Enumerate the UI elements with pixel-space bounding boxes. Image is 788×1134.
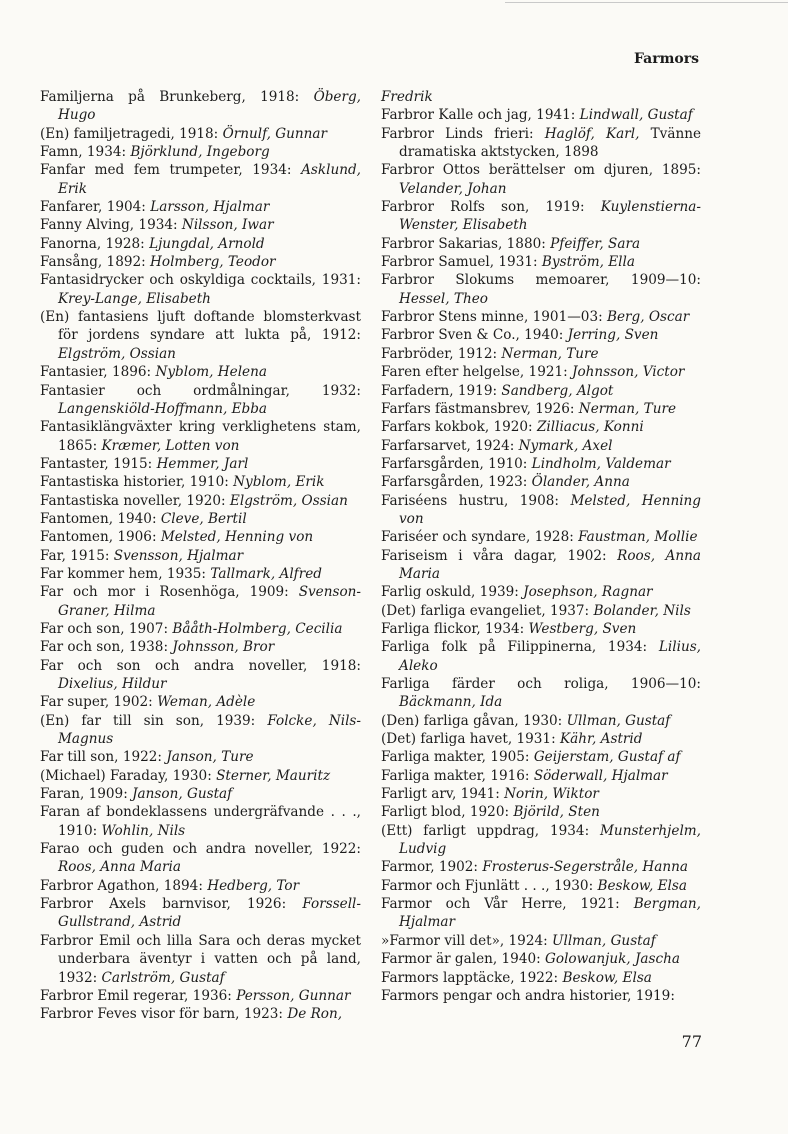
index-entry: [40, 803, 361, 840]
entry-title: Farbror Feves visor för barn, 1923:: [40, 1006, 288, 1023]
entry-title: Farliga folk på Filippinerna, 1934:: [381, 639, 659, 656]
index-entry: [40, 143, 361, 161]
entry-author: Zilliacus, Konni: [536, 419, 644, 436]
entry-author: Bergman, Hjalmar: [399, 896, 701, 931]
index-entry: [381, 326, 701, 344]
index-entry: [381, 345, 701, 363]
entry-author: Johnsson, Victor: [572, 364, 685, 381]
entry-author: Bolander, Nils: [593, 602, 691, 619]
entry-title: Farbröder, 1912:: [381, 345, 502, 362]
entry-title: Farligt blod, 1920:: [381, 804, 514, 821]
entry-title: Faran, 1909:: [40, 786, 133, 803]
index-entry: [40, 657, 361, 694]
index-entry: [381, 987, 701, 1005]
entry-author: Söderwall, Hjalmar: [533, 767, 668, 784]
index-entry: [40, 638, 361, 656]
index-entry: [381, 712, 701, 730]
index-entry: [40, 712, 361, 749]
index-entry: [40, 235, 361, 253]
entry-title: Far och son, 1938:: [40, 639, 173, 656]
entry-author: Nyblom, Erik: [233, 474, 325, 491]
top-rule: [505, 2, 788, 3]
left-column: [40, 88, 361, 1024]
entry-title: Farfarsgården, 1923:: [381, 474, 532, 491]
entry-author: Asklund, Erik: [58, 162, 361, 197]
index-entry: [381, 455, 701, 473]
entry-author: Nilsson, Iwar: [181, 217, 274, 234]
entry-author: Öberg, Hugo: [58, 89, 361, 124]
entry-title: Famn, 1934:: [40, 144, 131, 161]
entry-title: Farligt arv, 1941:: [381, 786, 505, 803]
index-entry: [381, 271, 701, 308]
entry-author: Nerman, Ture: [578, 400, 676, 417]
entry-title: Fanorna, 1928:: [40, 235, 150, 252]
index-entry: [40, 528, 361, 546]
entry-title: Fantomen, 1906:: [40, 529, 161, 546]
entry-title: Faran af bondeklassens undergräfvande . . ., 1910:: [40, 804, 361, 839]
entry-author: Roos, Anna Maria: [58, 859, 181, 876]
entry-title: Fanfar med fem trumpeter, 1934:: [40, 162, 302, 179]
entry-title: Farbror Rolfs son, 1919:: [381, 199, 601, 216]
entry-title-cont: Tvänne dramatiska aktstycken, 1898: [399, 125, 701, 161]
index-entry: [381, 895, 701, 932]
index-entry: [381, 235, 701, 253]
entry-author: Sterner, Mauritz: [216, 767, 331, 784]
index-entry: [40, 987, 361, 1005]
entry-author: Cleve, Bertil: [160, 510, 247, 527]
entry-author: Larsson, Hjalmar: [150, 199, 270, 216]
entry-author: Geijerstam, Gustaf af: [533, 749, 681, 766]
entry-title: Farbror Linds frieri:: [381, 125, 545, 142]
entry-author: Hessel, Theo: [399, 290, 488, 307]
entry-title: Farmors lapptäcke, 1922:: [381, 969, 563, 986]
entry-author: Ullman, Gustaf: [566, 712, 671, 729]
index-entry: [381, 583, 701, 601]
entry-title: Fantaster, 1915:: [40, 455, 157, 472]
entry-author: Tallmark, Alfred: [210, 565, 322, 582]
index-entry: [381, 418, 701, 436]
entry-author: Ullman, Gustaf: [552, 932, 656, 949]
index-entry: [381, 675, 701, 712]
entry-title: Familjerna på Brunkeberg, 1918:: [40, 89, 314, 105]
entry-title: Farmor och Fjunlätt . . ., 1930:: [381, 877, 598, 894]
index-entry: [40, 125, 361, 143]
index-entry: [40, 840, 361, 877]
index-entry: [381, 106, 701, 124]
entry-author: Kuylenstierna-Wenster, Elisabeth: [399, 199, 701, 234]
entry-title: Far och mor i Rosenhöga, 1909:: [40, 584, 299, 601]
entry-author: Carlström, Gustaf: [101, 969, 225, 986]
index-entry: [40, 565, 361, 583]
entry-author: Faustman, Mollie: [578, 529, 698, 546]
entry-title: Farbror Kalle och jag, 1941:: [381, 107, 580, 124]
index-entry: [381, 858, 701, 876]
index-entry: [40, 216, 361, 234]
index-entry: [381, 473, 701, 491]
index-entry: [381, 125, 701, 162]
index-entry: [40, 748, 361, 766]
index-entry: [381, 803, 701, 821]
entry-author: Wohlin, Nils: [101, 822, 186, 839]
entry-author: Hedberg, Tor: [207, 877, 300, 894]
index-entry: [40, 455, 361, 473]
entry-title: Fantasier och ordmålningar, 1932:: [40, 382, 361, 399]
index-entry: [381, 785, 701, 803]
index-entry: [381, 437, 701, 455]
entry-author: Munsterhjelm, Ludvig: [399, 822, 701, 858]
entry-title: Fantasidrycker och oskyldiga cocktails, 1931:: [40, 272, 361, 289]
entry-author: Dixelius, Hildur: [58, 676, 167, 692]
entry-author: Janson, Ture: [166, 749, 254, 766]
entry-author: Björild, Sten: [513, 804, 600, 821]
index-entry: [40, 382, 361, 419]
entry-title: (En) familjetragedi, 1918:: [40, 125, 223, 142]
entry-title: Farfars kokbok, 1920:: [381, 419, 537, 436]
entry-title: Fanny Alving, 1934:: [40, 217, 182, 234]
index-entry: [40, 785, 361, 803]
index-entry: [40, 473, 361, 491]
index-entry: [40, 418, 361, 455]
index-entry: [40, 253, 361, 271]
entry-author: Lilius, Aleko: [399, 639, 701, 674]
entry-author: Melsted, Henning von: [160, 529, 314, 546]
index-entry: [381, 638, 701, 675]
entry-title: Farbror Slokums memoarer, 1909—10:: [381, 272, 701, 289]
index-entry: [40, 877, 361, 895]
index-entry: [40, 583, 361, 620]
entry-title: Farfadern, 1919:: [381, 382, 502, 399]
entry-title: (En) fantasiens ljuft doftande blomsterkvast för jordens syndare att lukta på, 1912:: [40, 309, 361, 344]
entry-author: Elgström, Ossian: [58, 345, 176, 362]
entry-author: Janson, Gustaf: [132, 786, 233, 803]
entry-title: Fantasier, 1896:: [40, 364, 156, 381]
index-entry: [40, 492, 361, 510]
entry-title: Fariséens hustru, 1908:: [381, 492, 571, 509]
entry-title: (Den) farliga gåvan, 1930:: [381, 712, 567, 729]
index-entry: [381, 400, 701, 418]
entry-author: Frosterus-Segerstråle, Hanna: [482, 859, 688, 876]
entry-title: Farliga färder och roliga, 1906—10:: [381, 676, 701, 692]
index-entry: [40, 767, 361, 785]
entry-title: Far, 1915:: [40, 547, 114, 564]
index-entry: [381, 877, 701, 895]
entry-author: Folcke, Nils-Magnus: [58, 712, 361, 748]
index-entry: [381, 88, 701, 106]
entry-author: Johnsson, Bror: [172, 639, 275, 656]
entry-title: Farbror Agathon, 1894:: [40, 877, 208, 894]
index-entry: [40, 693, 361, 711]
entry-title: Farbror Sven & Co., 1940:: [381, 327, 568, 344]
entry-author: Holmberg, Teodor: [150, 254, 276, 271]
running-header: Farmors: [633, 51, 699, 67]
entry-title: Farmors pengar och andra historier, 1919:: [381, 987, 675, 1004]
index-entry: [40, 161, 361, 198]
index-entry: [381, 730, 701, 748]
entry-title: (En) far till sin son, 1939:: [40, 712, 268, 729]
index-entry: [40, 88, 361, 125]
entry-author: Byström, Ella: [541, 254, 635, 271]
entry-author: Norin, Wiktor: [504, 786, 599, 803]
entry-title: Fantastiska historier, 1910:: [40, 474, 234, 491]
entry-author: Örnulf, Gunnar: [222, 125, 328, 142]
entry-title: Fansång, 1892:: [40, 254, 151, 271]
entry-author: Lindholm, Valdemar: [531, 455, 671, 472]
entry-author: Bååth-Holmberg, Cecilia: [172, 620, 343, 637]
index-entry: [381, 363, 701, 381]
entry-title: Farbror Emil regerar, 1936:: [40, 987, 237, 1004]
entry-author: Björklund, Ingeborg: [130, 144, 270, 161]
entry-author: Pfeiffer, Sara: [550, 235, 641, 252]
index-entry: [381, 602, 701, 620]
entry-title: Far till son, 1922:: [40, 749, 167, 766]
entry-author: Svensson, Hjalmar: [113, 547, 244, 564]
entry-title: Farfars fästmansbrev, 1926:: [381, 400, 579, 417]
index-entry: [381, 253, 701, 271]
index-entry: [381, 492, 701, 529]
entry-author: Elgström, Ossian: [229, 492, 348, 509]
entry-author: Weman, Adèle: [157, 694, 256, 711]
entry-title: Far kommer hem, 1935:: [40, 565, 211, 582]
entry-author: Berg, Oscar: [607, 309, 690, 326]
entry-title: Farliga makter, 1905:: [381, 749, 534, 766]
entry-title: Farliga flickor, 1934:: [381, 620, 529, 637]
entry-title: Farfarsgården, 1910:: [381, 455, 532, 472]
index-entry: [381, 822, 701, 859]
entry-author: Nerman, Ture: [501, 345, 599, 362]
entry-title: Far och son och andra noveller, 1918:: [40, 657, 361, 674]
index-entry: [40, 547, 361, 565]
right-column: [381, 88, 701, 1005]
index-entry: [381, 198, 701, 235]
entry-title: Fantasiklängväxter kring verklighetens stam, 1865:: [40, 419, 361, 454]
entry-author: Svenson-Graner, Hilma: [58, 584, 361, 619]
entry-title: Farbror Ottos berättelser om djuren, 1895:: [381, 162, 701, 179]
entry-author: Sandberg, Algot: [501, 382, 614, 399]
entry-author: Lindwall, Gustaf: [579, 107, 693, 124]
entry-author: Kähr, Astrid: [559, 731, 643, 748]
entry-title: Farmor är galen, 1940:: [381, 951, 546, 968]
entry-title: Fariséer och syndare, 1928:: [381, 529, 579, 546]
entry-title: Farmor och Vår Herre, 1921:: [381, 896, 634, 913]
entry-title: Farbror Samuel, 1931:: [381, 254, 542, 271]
entry-title: Farmor, 1902:: [381, 859, 483, 876]
entry-author: Jerring, Sven: [567, 327, 659, 344]
index-entry: [381, 547, 701, 584]
entry-title: Fariseism i våra dagar, 1902:: [381, 547, 618, 564]
index-entry: [40, 1005, 361, 1023]
index-entry: [381, 767, 701, 785]
entry-author: Bäckmann, Ida: [399, 694, 503, 711]
entry-author: Persson, Gunnar: [236, 987, 351, 1004]
entry-title: (Det) farliga evangeliet, 1937:: [381, 602, 594, 619]
entry-author: Nymark, Axel: [518, 437, 613, 454]
index-entry: [40, 308, 361, 363]
entry-title: Farbror Emil och lilla Sara och deras mycket underbara äventyr i vatten och på land, 1932:: [40, 932, 361, 986]
entry-author: Forssell-Gullstrand, Astrid: [58, 896, 361, 931]
entry-title: Farbror Stens minne, 1901—03:: [381, 309, 608, 326]
entry-author: Josephson, Ragnar: [523, 584, 653, 601]
index-entry: [40, 620, 361, 638]
entry-title: (Det) farliga havet, 1931:: [381, 731, 560, 748]
entry-title: (Ett) farligt uppdrag, 1934:: [381, 822, 601, 839]
entry-author: Velander, Johan: [399, 180, 507, 197]
index-entry: [40, 895, 361, 932]
entry-title: Far super, 1902:: [40, 694, 158, 711]
index-entry: [381, 969, 701, 987]
index-entry: [381, 528, 701, 546]
entry-author: Ölander, Anna: [531, 474, 630, 491]
index-entry: [40, 510, 361, 528]
entry-author: Krey-Lange, Elisabeth: [58, 290, 211, 307]
entry-author: Haglöf, Karl,: [544, 125, 640, 142]
entry-author: Nyblom, Helena: [155, 364, 267, 381]
index-entry: [40, 932, 361, 987]
index-entry: [381, 932, 701, 950]
entry-author: Kræmer, Lotten von: [101, 437, 240, 454]
entry-title: Faren efter helgelse, 1921:: [381, 364, 573, 381]
entry-author: Beskow, Elsa: [562, 969, 652, 986]
entry-title: (Michael) Faraday, 1930:: [40, 767, 217, 784]
entry-title: Far och son, 1907:: [40, 620, 173, 637]
index-entry: [381, 620, 701, 638]
index-entry: [381, 950, 701, 968]
index-entry: [40, 363, 361, 381]
entry-title: Farliga makter, 1916:: [381, 767, 534, 784]
entry-author: Fredrik: [381, 89, 433, 105]
entry-title: Farfarsarvet, 1924:: [381, 437, 519, 454]
entry-title: Fantastiska noveller, 1920:: [40, 492, 230, 509]
entry-author: Beskow, Elsa: [597, 877, 687, 894]
entry-author: Langenskiöld-Hoffmann, Ebba: [58, 400, 268, 417]
page-number: 77: [681, 1032, 702, 1051]
entry-title: »Farmor vill det», 1924:: [381, 932, 553, 949]
entry-author: Ljungdal, Arnold: [149, 235, 265, 252]
index-entry: [381, 748, 701, 766]
entry-title: Fantomen, 1940:: [40, 510, 161, 527]
index-entry: [40, 198, 361, 216]
entry-title: Fanfarer, 1904:: [40, 199, 151, 216]
entry-title: Farbror Axels barnvisor, 1926:: [40, 896, 303, 913]
index-entry: [381, 382, 701, 400]
index-entry: [40, 271, 361, 308]
index-entry: [381, 308, 701, 326]
entry-author: Melsted, Henning von: [399, 492, 702, 527]
entry-author: Hemmer, Jarl: [156, 455, 249, 472]
entry-title: Farlig oskuld, 1939:: [381, 584, 524, 601]
entry-author: De Ron,: [287, 1006, 343, 1023]
entry-author: Golowanjuk, Jascha: [545, 951, 680, 968]
index-entry: [381, 161, 701, 198]
entry-title: Farao och guden och andra noveller, 1922:: [40, 841, 361, 858]
entry-author: Westberg, Sven: [528, 620, 637, 637]
entry-title: Farbror Sakarias, 1880:: [381, 235, 551, 252]
entry-author: Roos, Anna Maria: [399, 547, 701, 582]
